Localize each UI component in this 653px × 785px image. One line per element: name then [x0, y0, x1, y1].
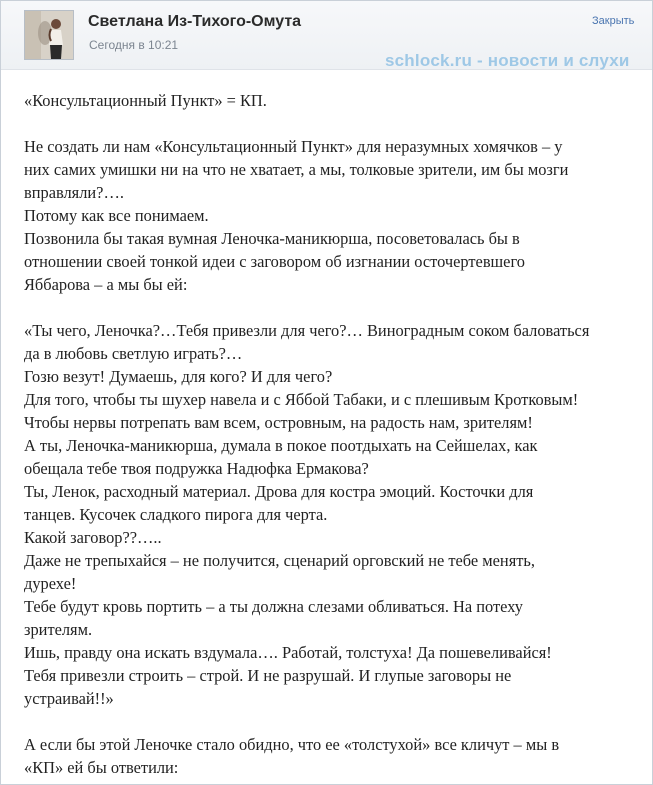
body-line: зрителям. — [24, 620, 93, 639]
body-line: Даже не трепыхайся – не получится, сценарий орговский не тебе менять, — [24, 551, 535, 570]
post-timestamp: Сегодня в 10:21 — [89, 38, 179, 52]
body-line: устраивай!!» — [24, 689, 114, 708]
body-line: Для того, чтобы ты шухер навела и с Яббой Табаки, и с плешивым Кротковым! — [24, 390, 579, 409]
body-line: Ты, Ленок, расходный материал. Дрова для костра эмоций. Косточки для — [24, 482, 534, 501]
body-line: Ишь, правду она искать вздумала…. Работай, толстуха! Да пошевеливайся! — [24, 643, 552, 662]
paragraph-gap — [24, 296, 636, 319]
avatar-photo-icon — [25, 11, 73, 59]
body-line: «Консультационный Пункт» = КП. — [24, 91, 267, 110]
body-line: Позвонила бы такая вумная Леночка-маникюрша, посоветовалась бы в — [24, 229, 520, 248]
paragraph-gap — [24, 112, 636, 135]
author-name[interactable]: Светлана Из-Тихого-Омута — [88, 13, 302, 30]
body-line: обещала тебе твоя подружка Надюфка Ермакова? — [24, 459, 369, 478]
body-line: Потому как все понимаем. — [24, 206, 209, 225]
paragraph-gap — [24, 710, 636, 733]
body-line: Тебя привезли строить – строй. И не разрушай. И глупые заговоры не — [24, 666, 512, 685]
body-line: да в любовь светлую играть?… — [24, 344, 243, 363]
body-line: А если бы этой Леночке стало обидно, что ее «толстухой» все кличут – мы в — [24, 735, 560, 754]
body-line: Гозю везут! Думаешь, для кого? И для чего? — [24, 367, 333, 386]
body-line: Яббарова – а мы бы ей: — [24, 275, 188, 294]
body-line: танцев. Кусочек сладкого пирога для черта. — [24, 505, 328, 524]
body-line: Чтобы нервы потрепать вам всем, островным, на радость нам, зрителям! — [24, 413, 533, 432]
body-line: дурехе! — [24, 574, 77, 593]
body-line: вправляли?…. — [24, 183, 124, 202]
post-body — [24, 89, 636, 779]
avatar[interactable] — [24, 10, 74, 60]
body-line: отношении своей тонкой идеи с заговором об изгнании осточертевшего — [24, 252, 525, 271]
body-line: «КП» ей бы ответили: — [24, 758, 179, 777]
body-line: Не создать ли нам «Консультационный Пункт» для неразумных хомячков – у — [24, 137, 563, 156]
body-line: Тебе будут кровь портить – а ты должна слезами обливаться. На потеху — [24, 597, 523, 616]
body-line: «Ты чего, Леночка?…Тебя привезли для чего?… Виноградным соком баловаться — [24, 321, 590, 340]
body-line: Какой заговор??….. — [24, 528, 162, 547]
body-line: них самих умишки ни на что не хватает, а мы, толковые зрители, им бы мозги — [24, 160, 569, 179]
watermark: schlock.ru - новости и слухи — [385, 51, 630, 70]
body-line: А ты, Леночка-маникюрша, думала в покое поотдыхать на Сейшелах, как — [24, 436, 538, 455]
close-link[interactable]: Закрыть — [592, 15, 635, 27]
